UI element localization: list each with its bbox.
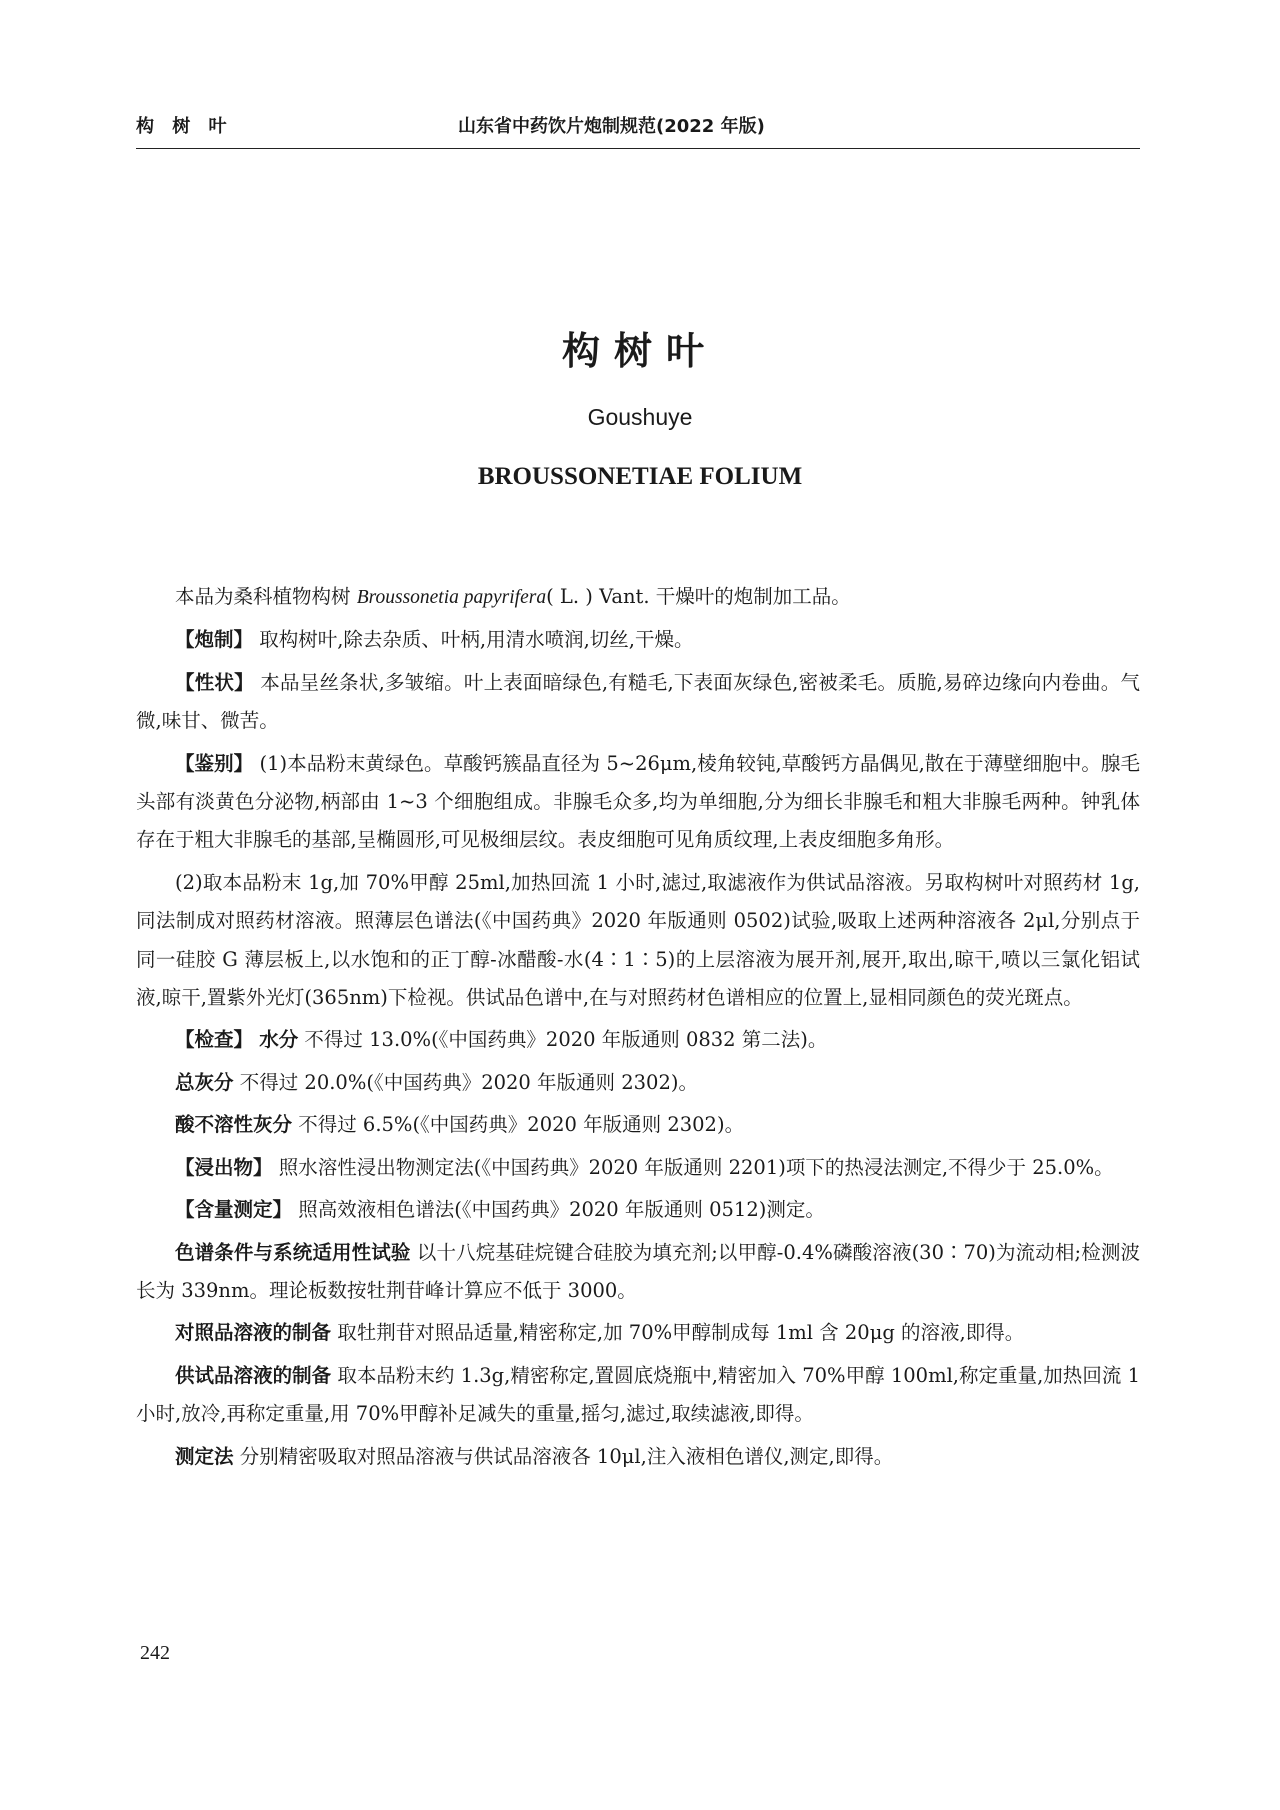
subitem-text: 不得过 13.0%(《中国药典》2020 年版通则 0832 第二法)。 bbox=[298, 1028, 828, 1052]
section-hanliang bbox=[136, 1191, 1140, 1229]
section-jiancha-acid-ash bbox=[136, 1106, 1140, 1144]
running-header bbox=[136, 112, 1136, 148]
section-label: 【浸出物】 bbox=[175, 1155, 273, 1179]
section-jianbie-1 bbox=[136, 745, 1140, 860]
section-xingzhuang bbox=[136, 664, 1140, 741]
monograph-body bbox=[136, 578, 1140, 1480]
intro-suffix: ( L. ) Vant. 干燥叶的炮制加工品。 bbox=[546, 585, 851, 608]
page-number: 242 bbox=[140, 1642, 170, 1664]
subitem-name: 酸不溶性灰分 bbox=[175, 1113, 293, 1137]
section-text: 照水溶性浸出物测定法(《中国药典》2020 年版通则 2201)项下的热浸法测定,不得少于 25.0%。 bbox=[272, 1155, 1114, 1179]
section-text: 本品呈丝条状,多皱缩。叶上表面暗绿色,有糙毛,下表面灰绿色,密被柔毛。质脆,易碎边缘向内卷曲。气微,味甘、微苦。 bbox=[136, 670, 1140, 733]
subitem-text: 取本品粉末约 1.3g,精密称定,置圆底烧瓶中,精密加入 70%甲醇 100ml,称定重量,加热回流 1 小时,放冷,再称定重量,用 70%甲醇补足减失的重量,摇匀,滤过,取续滤液,即得。 bbox=[136, 1363, 1140, 1426]
section-jiancha-ash bbox=[136, 1064, 1140, 1102]
section-text: 取构树叶,除去杂质、叶柄,用清水喷润,切丝,干燥。 bbox=[253, 628, 694, 652]
intro-paragraph bbox=[136, 578, 1140, 617]
section-label: 【性状】 bbox=[175, 670, 254, 694]
hanliang-test-solution bbox=[136, 1357, 1140, 1434]
page-title: 构树叶 bbox=[561, 329, 718, 373]
species-name: Broussonetia papyrifera bbox=[356, 587, 547, 608]
section-text: (1)本品粉末黄绿色。草酸钙簇晶直径为 5~26μm,棱角较钝,草酸钙方晶偶见,散在于薄壁细胞中。腺毛头部有淡黄色分泌物,柄部由 1~3 个细胞组成。非腺毛众多,均为单细胞,分为细长非腺毛和粗大非腺毛两种。钟乳体存在于粗大非腺毛的基部,呈椭圆形,可见极细层纹。表皮细胞可见角质纹理,上表皮细胞多角形。 bbox=[136, 751, 1140, 852]
subitem-text: 以十八烷基硅烷键合硅胶为填充剂;以甲醇-0.4%磷酸溶液(30∶70)为流动相;检测波长为 339nm。理论板数按牡荆苷峰计算应不低于 3000。 bbox=[136, 1240, 1140, 1302]
header-rule bbox=[136, 148, 1140, 149]
subitem-name: 水分 bbox=[259, 1028, 299, 1052]
section-jinchuwu bbox=[136, 1149, 1140, 1187]
header-book-title: 山东省中药饮片炮制规范(2022 年版) bbox=[458, 116, 765, 137]
pinyin-name: Goushuye bbox=[587, 404, 693, 430]
section-paozhi bbox=[136, 621, 1140, 659]
subitem-name: 测定法 bbox=[175, 1444, 234, 1468]
subitem-text: 不得过 6.5%(《中国药典》2020 年版通则 2302)。 bbox=[292, 1113, 745, 1137]
subitem-text: 取牡荆苷对照品适量,精密称定,加 70%甲醇制成每 1ml 含 20μg 的溶液,即得。 bbox=[331, 1321, 1025, 1345]
hanliang-reference-solution bbox=[136, 1314, 1140, 1352]
intro-prefix: 本品为桑科植物构树 bbox=[175, 585, 357, 608]
section-label: 【检查】 bbox=[175, 1028, 254, 1052]
subitem-name: 对照品溶液的制备 bbox=[175, 1321, 332, 1345]
subitem-text: 不得过 20.0%(《中国药典》2020 年版通则 2302)。 bbox=[233, 1070, 698, 1094]
section-text: (2)取本品粉末 1g,加 70%甲醇 25ml,加热回流 1 小时,滤过,取滤液作为供试品溶液。另取构树叶对照药材 1g,同法制成对照药材溶液。照薄层色谱法(《中国药典》2020 年版通则 0502)试验,吸取上述两种溶液各 2μl,分别点于同一硅胶 G 薄层板上,以水饱和的正丁醇-冰醋酸-水(4∶1∶5)的上层溶液为展开剂,展开,取出,晾干,喷以三氯化铝试液,晾干,置紫外光灯(365nm)下检视。供试品色谱中,在与对照药材色谱相应的位置上,显相同颜色的荧光斑点。 bbox=[136, 870, 1140, 1010]
subitem-name: 供试品溶液的制备 bbox=[175, 1363, 332, 1387]
subitem-name: 色谱条件与系统适用性试验 bbox=[175, 1240, 411, 1264]
section-text: 照高效液相色谱法(《中国药典》2020 年版通则 0512)测定。 bbox=[292, 1198, 825, 1222]
hanliang-chromatography bbox=[136, 1234, 1140, 1311]
subitem-text: 分别精密吸取对照品溶液与供试品溶液各 10μl,注入液相色谱仪,测定,即得。 bbox=[233, 1444, 894, 1468]
section-label: 【鉴别】 bbox=[175, 751, 254, 775]
section-jianbie-2 bbox=[136, 864, 1140, 1018]
section-jiancha-water bbox=[136, 1021, 1140, 1059]
subitem-name: 总灰分 bbox=[175, 1070, 234, 1094]
section-label: 【含量测定】 bbox=[175, 1198, 293, 1222]
latin-name: BROUSSONETIAE FOLIUM bbox=[477, 463, 803, 490]
hanliang-procedure bbox=[136, 1438, 1140, 1476]
header-section-name: 构 树 叶 bbox=[136, 116, 233, 137]
section-label: 【炮制】 bbox=[175, 628, 254, 652]
